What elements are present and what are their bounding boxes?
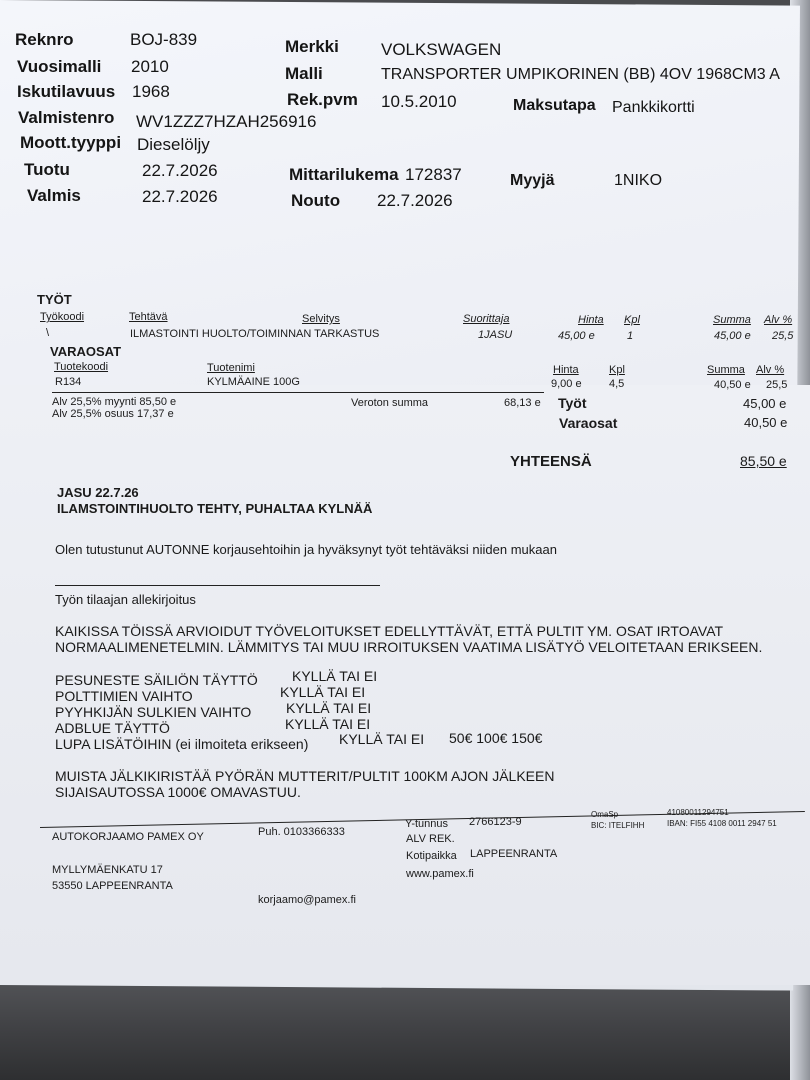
tyot-header-koodi: Työkoodi [40,311,85,323]
tyot-header-tehtava: Tehtävä [129,311,168,323]
terms-line-2: NORMAALIMENETELMIN. LÄMMITYS TAI MUU IRROITUKSEN VAATIMA LISÄTYÖ VELOITETAAN ERIKSEEN. [55,639,763,655]
tyot-header-kpl: Kpl [624,314,640,326]
alv-osuus: Alv 25,5% osuus 17,37 e [52,408,174,420]
varaosat-title: VARAOSAT [50,344,122,359]
merkki-label: Merkki [285,37,339,56]
option-bulbs-choice: KYLLÄ TAI EI [280,684,366,700]
varaosat-row-hinta: 9,00 e [551,378,582,390]
tuotu-value: 22.7.2026 [142,161,218,180]
varaosat-header-kpl: Kpl [609,364,625,376]
tyot-header-selvitys: Selvitys [302,313,340,325]
varaosat-header-alv: Alv % [756,364,785,376]
footer-company: AUTOKORJAAMO PAMEX OY [52,831,204,843]
footer-street: MYLLYMÄENKATU 17 [52,864,163,876]
yhteensa-value: 85,50 e [740,453,787,469]
signature-label: Työn tilaajan allekirjoitus [55,592,196,607]
maksutapa-label: Maksutapa [513,97,596,114]
mittari-label: Mittarilukema [289,165,399,184]
merkki-value: VOLKSWAGEN [381,40,502,59]
footer-kotipaikka-label: Kotipaikka [406,850,457,862]
reminder-line-2: SIJAISAUTOSSA 1000€ OMAVASTUU. [55,784,301,800]
malli-value: TRANSPORTER UMPIKORINEN (BB) 4OV 1968CM3 A [381,66,780,83]
option-bulbs: POLTTIMIEN VAIHTO [55,688,193,704]
footer-iban: IBAN: FI55 4108 0011 2947 51 [667,819,777,828]
varaosat-header-koodi: Tuotekoodi [54,361,109,373]
valmistenro-value: WV1ZZZ7HZAH256916 [136,112,317,131]
varaosat-header-nimi: Tuotenimi [207,362,255,374]
footer-ytunnus: 2766123-9 [469,816,522,828]
tyot-row-koodi: \ [46,327,50,339]
nouto-value: 22.7.2026 [377,191,453,210]
tyot-header-suorittaja: Suorittaja [463,313,510,325]
myyja-label: Myyjä [510,172,555,189]
varaosat-header-summa: Summa [707,364,745,376]
signature-line [55,585,380,586]
note-date: JASU 22.7.26 [57,485,139,500]
reknro-value: BOJ-839 [130,30,198,49]
option-extra-work-amounts: 50€ 100€ 150€ [449,730,543,746]
varaosat-row-koodi: R134 [55,376,82,388]
tuotu-label: Tuotu [24,160,70,179]
footer-bic: BIC: ITELFIHH [591,821,645,830]
tyot-row-tehtava: ILMASTOINTI HUOLTO/TOIMINNAN TARKASTUS [130,328,380,340]
option-washer-fluid-choice: KYLLÄ TAI EI [292,668,378,684]
iskutilavuus-value: 1968 [132,82,170,101]
myyja-value: 1NIKO [614,172,663,189]
nouto-label: Nouto [291,191,341,210]
tyot-total-value: 45,00 e [743,396,787,411]
tyot-header-summa: Summa [713,314,751,326]
rekpvm-label: Rek.pvm [287,90,358,109]
valmistenro-label: Valmistenro [18,108,115,127]
option-extra-work: LUPA LISÄTÖIHIN (ei ilmoiteta erikseen) [55,736,309,752]
footer-city: 53550 LAPPEENRANTA [52,880,173,892]
option-wipers-choice: KYLLÄ TAI EI [286,700,372,716]
moott-label: Moott.tyyppi [20,133,122,152]
valmis-value: 22.7.2026 [142,187,218,206]
varaosat-row-nimi: KYLMÄAINE 100G [207,376,300,388]
mittari-value: 172837 [405,165,462,184]
vuosimalli-label: Vuosimalli [17,57,102,76]
varaosat-total-value: 40,50 e [744,415,788,430]
reknro-label: Reknro [15,30,74,49]
option-extra-work-choice: KYLLÄ TAI EI [339,731,425,747]
alv-myynti: Alv 25,5% myynti 85,50 e [52,396,177,408]
iskutilavuus-label: Iskutilavuus [17,82,116,101]
moott-value: Dieselöljy [137,135,210,154]
footer-ytunnus-label: Y-tunnus [405,818,449,830]
footer-www: www.pamex.fi [406,868,474,880]
footer-email: korjaamo@pamex.fi [258,894,356,906]
tyot-row-suorittaja: 1JASU [478,329,513,341]
footer-bank: OmaSp [591,810,619,819]
veroton-value: 68,13 e [504,397,541,409]
tyot-row-alv: 25,5 [772,330,794,342]
reminder-line-1: MUISTA JÄLKIKIRISTÄÄ PYÖRÄN MUTTERIT/PULTIT 100KM AJON JÄLKEEN [55,768,555,784]
option-washer-fluid: PESUNESTE SÄILIÖN TÄYTTÖ [55,672,258,688]
terms-line-1: KAIKISSA TÖISSÄ ARVIOIDUT TYÖVELOITUKSET EDELLYTTÄVÄT, ETTÄ PULTIT YM. OSAT IRTOAVAT [55,623,724,639]
tyot-row-summa: 45,00 e [714,330,751,342]
maksutapa-value: Pankkikortti [612,99,695,116]
note-work-done: ILAMSTOINTIHUOLTO TEHTY, PUHALTAA KYLNÄÄ [57,501,373,516]
tyot-total-label: Työt [558,395,587,411]
option-adblue-choice: KYLLÄ TAI EI [285,716,371,732]
yhteensa-label: YHTEENSÄ [510,453,592,470]
table-separator [52,392,544,393]
varaosat-row-kpl: 4,5 [609,378,625,390]
consent-text: Olen tutustunut AUTONNE korjausehtoihin ja hyväksynyt työt tehtäväksi niiden mukaan [55,542,557,557]
rekpvm-value: 10.5.2010 [381,92,457,111]
valmis-label: Valmis [27,186,81,205]
veroton-label: Veroton summa [351,397,429,409]
option-adblue: ADBLUE TÄYTTÖ [55,720,170,736]
varaosat-total-label: Varaosat [559,415,618,431]
tyot-header-hinta: Hinta [578,314,604,326]
tyot-row-hinta: 45,00 e [558,330,595,342]
tyot-title: TYÖT [37,292,72,307]
varaosat-header-hinta: Hinta [553,364,579,376]
varaosat-row-alv: 25,5 [766,379,788,391]
option-wipers: PYYHKIJÄN SULKIEN VAIHTO [55,704,252,720]
footer-alvrek: ALV REK. [406,833,455,845]
varaosat-row-summa: 40,50 e [714,379,751,391]
footer-kotipaikka: LAPPEENRANTA [470,848,558,860]
tyot-header-alv: Alv % [764,314,793,326]
malli-label: Malli [285,64,323,83]
tyot-row-kpl: 1 [627,330,634,342]
footer-account: 41080011294751 [667,808,729,817]
vuosimalli-value: 2010 [131,57,169,76]
footer-phone: Puh. 0103366333 [258,826,345,838]
